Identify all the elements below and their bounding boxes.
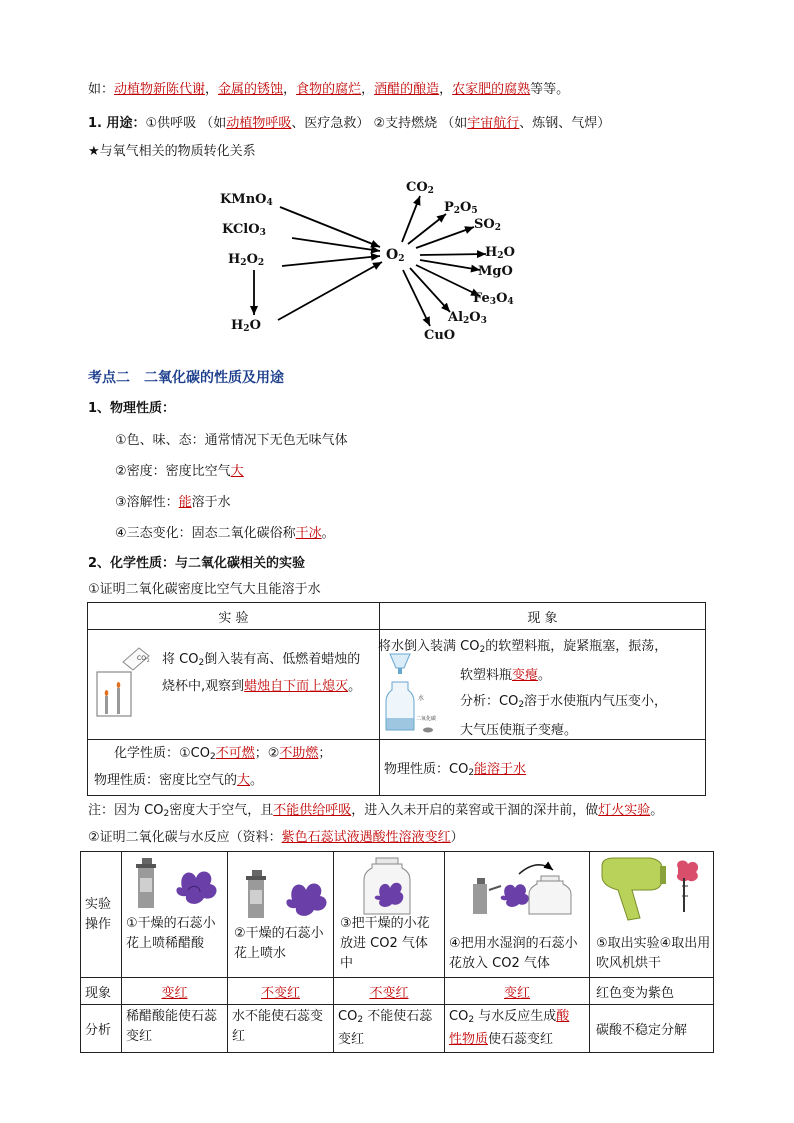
table1-physical-cell: 物理性质：$CO_2$能溶于水	[380, 740, 706, 796]
center-o2: $O_2$	[386, 247, 405, 264]
table2-analysis-3: $CO_2$ 不能使石蕊 变红	[334, 1005, 445, 1053]
source-h2o: $H_2O$	[231, 318, 261, 334]
product-cuo: CuO	[424, 328, 456, 343]
table2-phen-2: 不变红	[228, 978, 334, 1005]
table2-op-1: ①干燥的石蕊小花上喷稀醋酸	[122, 852, 228, 978]
gas-jar-flower-icon	[358, 856, 418, 918]
spray-bottle-flower-icon	[126, 854, 226, 910]
table2-analysis-5: 碳酸不稳定分解	[590, 1005, 714, 1053]
physical-heading: 1、物理性质：	[88, 401, 176, 416]
beaker-candle-icon	[93, 644, 155, 722]
source-kclo3: KClO$_3$	[222, 222, 266, 238]
table1-experiment-cell: CO 2 将 $CO_2$倒入装有高、低燃着蜡烛的 烧杯中,观察到蜡烛自下而上熄灭。	[88, 630, 380, 740]
experiment-table-1	[87, 602, 706, 796]
product-so2: $SO_2$	[474, 217, 501, 233]
table1-header-phenomenon: 现 象	[380, 603, 706, 630]
table2-analysis-2: 水不能使石蕊变红	[228, 1005, 334, 1053]
product-mgo: MgO	[478, 264, 513, 279]
phys-4: ④三态变化：固态二氧化碳俗称干冰。	[115, 526, 335, 541]
note-line: 注：因为 $CO_2$密度大于空气，且不能供给呼吸，进入久未开启的菜窖或干涸的深井前，做灯火实验。	[88, 803, 664, 819]
table1-properties-cell: 化学性质：$①CO_2$不可燃；②不助燃； 物理性质：密度比空气的大。	[88, 740, 380, 796]
exp1-heading: ①证明二氧化碳密度比空气大且能溶于水	[88, 582, 321, 597]
table2-op-5: ⑤取出实验④取出用吹风机烘干	[590, 852, 714, 978]
source-h2o2: $H_2O_2$	[228, 252, 265, 268]
table2-analysis-1: 稀醋酸能使石蕊变红	[122, 1005, 228, 1053]
table2-label-phenomenon: 现象	[81, 978, 122, 1005]
table2-phen-5: 红色变为紫色	[590, 978, 714, 1005]
table2-analysis-4: $CO_2$ 与水反应生成酸 性物质使石蕊变红	[445, 1005, 590, 1053]
table2-op-4: ④把用水湿润的石蕊小花放入 CO2 气体	[445, 852, 590, 978]
product-co2: $CO_2$	[406, 180, 434, 196]
phys-3: ③溶解性：能溶于水	[115, 495, 231, 510]
phys-2: ②密度：密度比空气大	[115, 464, 244, 479]
phys-1: ①色、味、态：通常情况下无色无味气体	[115, 433, 348, 448]
table2-op-2: ②干燥的石蕊小花上喷水	[228, 852, 334, 978]
table2-label-operation: 实验操作	[81, 852, 122, 978]
table2-phen-3: 不变红	[334, 978, 445, 1005]
svg-text:CO: CO	[137, 655, 146, 662]
table2-phen-1: 变红	[122, 978, 228, 1005]
chemical-heading: 2、化学性质：与二氧化碳相关的实验	[88, 556, 306, 571]
source-kmno4: KMnO$_4$	[220, 192, 273, 208]
spray-bottle-flower-icon	[236, 866, 336, 922]
svg-text:二氧化碳: 二氧化碳	[416, 716, 437, 722]
svg-text:2: 2	[147, 658, 150, 663]
table2-label-analysis: 分析	[81, 1005, 122, 1053]
oxygen-conversion-diagram	[0, 0, 794, 360]
table1-phenomenon-cell: 水 二氧化碳 将水倒入装满 $CO_2$的软塑料瓶，旋紧瓶塞，振荡， 软塑料瓶变瘪。 分析：$CO_2$溶于水使瓶内气压变小， 大气压使瓶子变瘪。	[380, 630, 706, 740]
table2-op-3: ③把干燥的小花放进 CO2 气体中	[334, 852, 445, 978]
exp2-heading: ②证明二氧化碳与水反应（资料：紫色石蕊试液遇酸性溶液变红）	[88, 830, 464, 845]
wet-flower-jar-icon	[449, 856, 587, 918]
table2-phen-4: 变红	[445, 978, 590, 1005]
section-heading: 考点二 二氧化碳的性质及用途	[88, 370, 284, 386]
intro-line: 如：动植物新陈代谢，金属的锈蚀，食物的腐烂，酒醋的酿造，农家肥的腐熟等等。	[88, 82, 570, 97]
experiment-table-2	[80, 851, 714, 1053]
hair-dryer-icon	[594, 856, 712, 924]
svg-text:水: 水	[418, 695, 425, 702]
product-fe3o4: $Fe_3O_4$	[473, 291, 514, 307]
uses-line: 1. 用途：①供呼吸 （如动植物呼吸、医疗急救） ②支持燃烧 （如宇宙航行、炼钢、气焊）	[88, 116, 611, 131]
product-h2o: $H_2O$	[485, 245, 515, 261]
star-heading: ★与氧气相关的物质转化关系	[88, 144, 256, 159]
product-al2o3: $Al_2O_3$	[448, 310, 487, 326]
product-p2o5: $P_2O_5$	[444, 200, 478, 216]
table1-header-experiment: 实 验	[88, 603, 380, 630]
